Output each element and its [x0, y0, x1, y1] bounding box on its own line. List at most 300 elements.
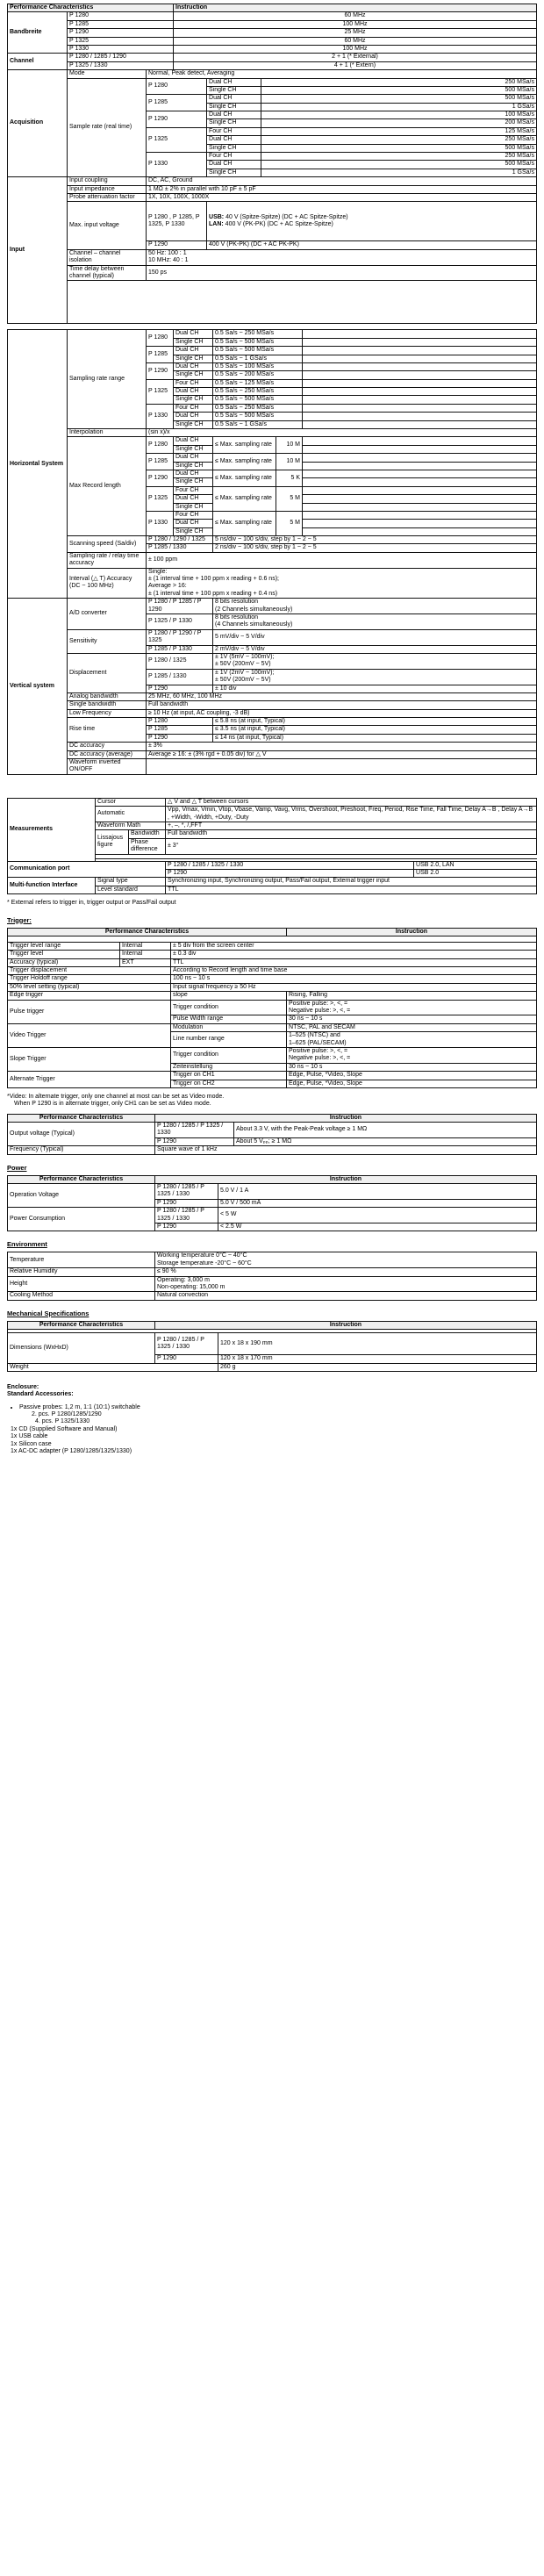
label: DC accuracy: [68, 743, 147, 750]
video-note-line: *Video: In alternate trigger, only one channel at most can be set as Video mode.: [7, 1093, 225, 1100]
value: 25 MHz, 60 MHz, 100 MHz: [147, 692, 537, 700]
interval-line: ± (1 interval time + 100 ppm x reading + 0.4 ns): [148, 590, 278, 597]
channel-mode: Dual CH: [174, 470, 213, 477]
value: [287, 1032, 537, 1048]
trigger-table: [7, 928, 537, 1088]
disp-line: ± 50V (200mV ~ 5V): [215, 677, 271, 684]
external-note: * External refers to trigger in, trigger output or Pass/Fail output: [7, 900, 176, 907]
channel-mode: Dual CH: [207, 161, 261, 169]
model: P 1280 / 1285 / P 1325 / 1330: [155, 1333, 218, 1355]
value: Edge, Pulse, *Video, Slope: [287, 1072, 537, 1080]
label: Sample rate (real time): [68, 78, 147, 177]
label: Max Record length: [68, 437, 147, 536]
list-item: [19, 1404, 537, 1426]
spec-page: [7, 0, 537, 1455]
channel-mode: Dual CH: [174, 362, 213, 370]
row-label-acquisition: Acquisition: [8, 70, 68, 177]
enclosure-title: Enclosure:: [7, 1383, 39, 1390]
row-label-horizontal: Horizontal System: [8, 330, 68, 599]
list-item: 1x USB cable: [11, 1433, 48, 1440]
value: 0.5 Sa/s ~ 200 MSa/s: [213, 371, 303, 379]
label: A/D converter: [68, 599, 147, 630]
blank: [303, 462, 537, 470]
mechanical-table: [7, 1321, 537, 1372]
value: ≤ Max. sampling rate: [213, 454, 276, 470]
condition: Zeiteinstellung: [171, 1063, 287, 1071]
model: P 1290: [147, 111, 207, 128]
condition: Trigger condition: [171, 1047, 287, 1063]
value: ≤ Max. sampling rate: [213, 486, 276, 511]
value: ± 100 ppm: [147, 552, 537, 568]
label: Phase difference: [129, 838, 166, 854]
model: P 1285 / 1330: [147, 669, 213, 685]
value: ≤ 3.5 ns (at input, Typical): [213, 726, 537, 734]
value: 5.0 V / 1 A: [218, 1184, 537, 1200]
row-label-vertical: Vertical system: [8, 599, 68, 775]
channel-mode: Dual CH: [174, 520, 213, 527]
label: Input coupling: [68, 177, 147, 185]
label: Edge trigger: [8, 992, 171, 1000]
header-instruction: Instruction: [155, 1175, 537, 1183]
label: Displacement: [68, 653, 147, 692]
value: TTL: [171, 958, 537, 966]
value: 260 g: [218, 1363, 537, 1371]
label: Trigger level range: [8, 942, 120, 950]
disp-line: ± 10 div: [215, 685, 237, 692]
value: ± 5 div from the screen center: [171, 942, 537, 950]
label: Lissajous figure: [96, 830, 129, 854]
label: Level standard: [96, 886, 166, 893]
label: Single bandwidth: [68, 701, 147, 709]
blank: [303, 478, 537, 486]
list-item-text: 2. pcs. P 1280/1285/1290: [32, 1411, 102, 1418]
video-note: [7, 1094, 537, 1109]
value: Vpp, Vmax, Vmin, Vtop, Vbase, Vamp, Vavg, Vrms, Overshoot, Preshoot, Freq, Period, Rise Time, Fall Time, Delay A→B , Delay A→B , +Width, -Width, +Duty, -Duty: [166, 807, 537, 822]
model: P 1325: [68, 37, 174, 45]
model: P 1290: [155, 1137, 234, 1145]
model: P 1280 / 1285 / P 1325 / 1330: [155, 1123, 234, 1138]
label: Pulse trigger: [8, 1000, 171, 1023]
model: P 1285: [68, 20, 174, 28]
value: 5.0 V / 500 mA: [218, 1199, 537, 1207]
value: [213, 669, 537, 685]
horizontal-vertical-table: [7, 329, 537, 774]
model: P 1280 / 1285 / P 1325 / 1330: [155, 1184, 218, 1200]
label: Signal type: [96, 878, 166, 886]
value: 100 MHz: [174, 20, 537, 28]
value: △ V and △ T between cursors: [166, 798, 537, 806]
label: Sensitivity: [68, 629, 147, 653]
channel-mode: Single CH: [174, 478, 213, 486]
environment-table: [7, 1252, 537, 1300]
value: 100 MHz: [174, 45, 537, 53]
value: Natural convection: [155, 1292, 537, 1300]
blank: [303, 454, 537, 462]
model: P 1290: [155, 1199, 218, 1207]
blank: [303, 413, 537, 420]
label: Trigger Holdoff range: [8, 975, 171, 983]
value-line: 30 ns ~ 10 s: [289, 1063, 323, 1070]
value: Average ≥ 16: ± (3% rgd + 0.05 div) for △ V: [147, 750, 537, 758]
channel-mode: Single CH: [174, 338, 213, 346]
value: 5 mV/div ~ 5 V/div: [213, 629, 537, 645]
value: Full bandwidth: [166, 830, 537, 838]
label: Trigger level: [8, 951, 120, 958]
value: < 2.5 W: [218, 1223, 537, 1231]
value: ± 3°: [166, 838, 537, 854]
blank: [303, 486, 537, 494]
accessories-list: [7, 1404, 537, 1426]
row-label-communication: Communication port: [8, 861, 166, 878]
value: TTL: [166, 886, 537, 893]
blank: [303, 379, 537, 387]
label: Bandwidth: [129, 830, 166, 838]
model: P 1330: [147, 404, 174, 428]
label: Probe attenuation factor: [68, 193, 147, 201]
value: 0.5 Sa/s ~ 500 MSa/s: [213, 396, 303, 404]
blank: [303, 396, 537, 404]
header-performance: Performance Characteristics: [8, 928, 287, 936]
model: P 1290: [68, 29, 174, 37]
channel-mode: Four CH: [207, 153, 261, 161]
model: P 1280 / 1285 / P 1325 / 1330: [155, 1208, 218, 1223]
blank: [303, 362, 537, 370]
label: Power Consumption: [8, 1208, 155, 1231]
model: P 1285: [147, 95, 207, 111]
label: Slope Trigger: [8, 1047, 171, 1071]
disp-line: ± 1V (5mV ~ 100mV);: [215, 653, 275, 660]
row-label-channel: Channel: [8, 54, 68, 70]
value-line: Positive pulse: >, <, =: [289, 1000, 348, 1007]
model: P 1330: [68, 45, 174, 53]
blank: [303, 388, 537, 396]
model: P 1280 , P 1285, P 1325, P 1330: [147, 202, 207, 241]
value: 1 GSa/s: [261, 169, 537, 176]
blank: [303, 470, 537, 477]
list-item: 1x Silicon case: [11, 1440, 52, 1447]
label: Frequency (Typical): [8, 1146, 155, 1154]
channel-mode: Four CH: [174, 379, 213, 387]
value: ≤ Max. sampling rate: [213, 437, 276, 454]
label: Accuracy (typical): [8, 958, 120, 966]
value: 4 + 1 (* Extern): [174, 61, 537, 69]
label: Weight: [8, 1363, 218, 1371]
value: 100 MSa/s: [261, 111, 537, 119]
value: [287, 1023, 537, 1031]
blank: [303, 445, 537, 453]
disp-line: ± 50V (200mV ~ 5V): [215, 661, 271, 668]
value: Normal, Peak detect, Averaging: [147, 70, 537, 78]
label: Alternate Trigger: [8, 1072, 171, 1088]
value: 500 MSa/s: [261, 95, 537, 103]
model: P 1285 / P 1330: [147, 645, 213, 653]
label: Automatic: [96, 807, 166, 822]
channel-mode: Dual CH: [207, 111, 261, 119]
length: 5 M: [276, 486, 303, 511]
source: EXT: [120, 958, 171, 966]
model: P 1280 / 1290 / 1325: [147, 536, 213, 544]
length: 5 M: [276, 511, 303, 535]
channel-mode: Dual CH: [207, 136, 261, 144]
model: P 1290: [147, 470, 174, 486]
channel-mode: Four CH: [207, 127, 261, 135]
value: ± 3%: [147, 743, 537, 750]
value: 250 MSa/s: [261, 136, 537, 144]
model: P 1325: [147, 486, 174, 511]
channel-mode: Single CH: [207, 144, 261, 152]
value: 250 MSa/s: [261, 153, 537, 161]
value: < 5 W: [218, 1208, 537, 1223]
condition: Trigger on CH1: [171, 1072, 287, 1080]
channel-mode: Single CH: [174, 527, 213, 535]
value: ≤ 5.8 ns (at input, Typical): [213, 718, 537, 726]
channel-mode: Dual CH: [174, 330, 213, 338]
value: [287, 1063, 537, 1071]
blank: [303, 338, 537, 346]
value: [213, 685, 537, 692]
value: 25 MHz: [174, 29, 537, 37]
value: [287, 1047, 537, 1063]
interval-line: ± (1 interval time + 100 ppm x reading + 0.6 ns);: [148, 576, 279, 583]
value: 2 + 1 (* External): [174, 54, 537, 61]
channel-mode: Single CH: [207, 86, 261, 94]
row-label-multifunction: Multi-function Interface: [8, 878, 96, 894]
value: 0.5 Sa/s ~ 250 MSa/s: [213, 330, 303, 338]
header-performance: Performance Characteristics: [8, 1175, 155, 1183]
iso-10mhz: 10 MHz: 40 : 1: [148, 257, 189, 264]
value-line: Negative pulse: >, <, =: [289, 1008, 351, 1015]
label: Input impedance: [68, 185, 147, 193]
value: USB 2.0: [414, 869, 537, 877]
value: DC, AC, Ground: [147, 177, 537, 185]
value: 0.5 Sa/s ~ 1 GSa/s: [213, 420, 303, 428]
condition: Pulse Width range: [171, 1015, 287, 1023]
header-instruction: Instruction: [155, 1321, 537, 1329]
row-label-measurements: Measurements: [8, 798, 96, 861]
label: Cooling Method: [8, 1292, 155, 1300]
model: P 1290: [147, 734, 213, 742]
model: P 1290: [166, 869, 414, 877]
channel-mode: Single CH: [207, 119, 261, 127]
model: P 1280: [147, 78, 207, 95]
value-line: Working temperature 0°C ~ 40°C: [157, 1252, 247, 1259]
value: 2 ns/div ~ 100 s/div, step by 1 ~ 2 ~ 5: [213, 544, 537, 552]
blank: [303, 330, 537, 338]
channel-mode: Single CH: [174, 420, 213, 428]
value: About 3.3 V, with the Peak-Peak voltage ≥ 1 MΩ: [234, 1123, 537, 1138]
label: Dimensions (WxHxD): [8, 1333, 155, 1363]
blank: [303, 503, 537, 511]
value-line: 30 ns ~ 10 s: [289, 1015, 323, 1023]
measurements-table: [7, 798, 537, 894]
label: Waveform Math: [96, 822, 166, 829]
value: 1 GSa/s: [261, 103, 537, 111]
label: slope: [171, 992, 287, 1000]
list-item: 1x AC-DC adapter (P 1280/1285/1325/1330): [11, 1448, 132, 1455]
label: Analog bandwidth: [68, 692, 147, 700]
label: Sampling rate range: [68, 330, 147, 429]
channel-mode: Single CH: [174, 355, 213, 362]
usb-value: 40 V (Spitze-Spitze) (DC + AC Spitze-Spitze): [224, 213, 348, 220]
blank: [303, 404, 537, 412]
blank: [303, 495, 537, 503]
model: P 1280 / 1325: [147, 653, 213, 669]
model: P 1285: [147, 347, 174, 363]
channel-mode: Dual CH: [174, 454, 213, 462]
label: Video Trigger: [8, 1023, 171, 1047]
value: [287, 1000, 537, 1015]
label: Time delay between channel (typical): [68, 265, 147, 281]
value: 0.5 Sa/s ~ 500 MSa/s: [213, 347, 303, 355]
value: ≤ 14 ns (at input, Typical): [213, 734, 537, 742]
accessories-title: Standard Accessories:: [7, 1391, 74, 1398]
value: Rising, Falling: [287, 992, 537, 1000]
channel-mode: Single CH: [207, 169, 261, 176]
value: 500 MSa/s: [261, 86, 537, 94]
value: [287, 1015, 537, 1023]
header-performance: Performance Characteristics: [8, 4, 174, 12]
value: According to Record length and time base: [171, 967, 537, 975]
channel-mode: Single CH: [174, 445, 213, 453]
section-title-trigger: Trigger:: [7, 915, 32, 924]
label: Sampling rate / relay time accuracy: [68, 552, 147, 568]
model: P 1290: [147, 241, 207, 249]
blank: [303, 355, 537, 362]
model: P 1280 / 1285 / 1325 / 1330: [166, 861, 414, 869]
value: 120 x 18 x 190 mm: [218, 1333, 537, 1355]
value: 1 MΩ ± 2% in parallel with 10 pF ± 5 pF: [147, 185, 537, 193]
value: 150 ps: [147, 265, 537, 281]
value: 5 ns/div ~ 100 s/div, step by 1 ~ 2 ~ 5: [213, 536, 537, 544]
iso-50hz: 50 Hz: 100 : 1: [148, 249, 187, 256]
row-label-input: Input: [8, 177, 68, 324]
value: ± 0.3 div: [171, 951, 537, 958]
adc-res: 8 bits resolution: [215, 614, 259, 621]
value: Square wave of 1 kHz: [155, 1146, 537, 1154]
value: 0.5 Sa/s ~ 250 MSa/s: [213, 388, 303, 396]
channel-mode: Single CH: [174, 371, 213, 379]
value-line: 1–525 (NTSC) and: [289, 1032, 340, 1039]
value: Full bandwidth: [147, 701, 537, 709]
section-title-mechanical: Mechanical Specifications: [7, 1309, 89, 1317]
value: ≥ 10 Hz (at input, AC coupling, -3 dB): [147, 709, 537, 717]
value: [213, 653, 537, 669]
model: P 1280: [147, 330, 174, 347]
condition: Trigger on CH2: [171, 1080, 287, 1087]
value: 0.5 Sa/s ~ 250 MSa/s: [213, 404, 303, 412]
value: 250 MSa/s: [261, 78, 537, 86]
value: Edge, Pulse, *Video, Slope: [287, 1080, 537, 1087]
model: P 1330: [147, 511, 174, 535]
value: 0.5 Sa/s ~ 1 GSa/s: [213, 355, 303, 362]
model: P 1285 / 1330: [147, 544, 213, 552]
value: [213, 614, 537, 630]
model: P 1280: [68, 12, 174, 20]
value-line: Storage temperature -20°C ~ 60°C: [157, 1259, 252, 1266]
value: [207, 202, 537, 241]
label: Temperature: [8, 1252, 155, 1268]
model: P 1290: [147, 362, 174, 379]
blank: [303, 347, 537, 355]
label: Trigger displacement: [8, 967, 171, 975]
value: 100 ns ~ 10 s: [171, 975, 537, 983]
channel-mode: Single CH: [174, 462, 213, 470]
header-performance: Performance Characteristics: [8, 1321, 155, 1329]
blank: [303, 371, 537, 379]
label: Output voltage (Typical): [8, 1123, 155, 1146]
channel-mode: Dual CH: [174, 413, 213, 420]
model: P 1290: [155, 1355, 218, 1363]
model: P 1325: [147, 379, 174, 404]
model: P 1330: [147, 153, 207, 177]
value: (sin x)/x: [147, 429, 537, 437]
value: 500 MSa/s: [261, 161, 537, 169]
source: Internal: [120, 951, 171, 958]
channel-mode: Dual CH: [174, 495, 213, 503]
value: 0.5 Sa/s ~ 125 MSa/s: [213, 379, 303, 387]
value: [155, 1276, 537, 1292]
model: P 1290: [147, 685, 213, 692]
header-instruction: Instruction: [155, 1114, 537, 1122]
header-instruction: Instruction: [287, 928, 537, 936]
model: P 1325 / 1330: [68, 61, 174, 69]
model: P 1280: [147, 437, 174, 454]
performance-table: [7, 4, 537, 324]
value: [147, 568, 537, 599]
blank: [303, 527, 537, 535]
section-title-power: Power: [7, 1163, 27, 1172]
blank: [303, 520, 537, 527]
list-item-text: 4. pcs. P 1325/1330: [35, 1418, 90, 1425]
adc-ch: (4 Channels simultaneously): [215, 621, 293, 628]
label: DC accuracy (average): [68, 750, 147, 758]
label: Mode: [68, 70, 147, 78]
label: Height: [8, 1276, 155, 1292]
channel-mode: Single CH: [174, 503, 213, 511]
value: 1X, 10X, 100X, 1000X: [147, 193, 537, 201]
label: Channel – channel isolation: [68, 249, 147, 265]
value: ≤ Max. sampling rate: [213, 470, 276, 486]
blank: [303, 420, 537, 428]
interval-line: Average > 16:: [148, 583, 187, 590]
value-line: Positive pulse: >, <, =: [289, 1047, 348, 1054]
power-table: [7, 1175, 537, 1232]
label: Operation Voltage: [8, 1184, 155, 1208]
output-table: [7, 1114, 537, 1155]
value: About 5 Vₚₚ; ≥ 1 MΩ: [234, 1137, 537, 1145]
value: [213, 599, 537, 614]
value: ≤ Max. sampling rate: [213, 511, 276, 535]
header-instruction: Instruction: [174, 4, 537, 12]
model: P 1280 / P 1290 / P 1325: [147, 629, 213, 645]
adc-res: 8 bits resolution: [215, 599, 259, 606]
blank: [303, 437, 537, 445]
model: P 1280 / P 1285 / P 1290: [147, 599, 213, 614]
value: [155, 1252, 537, 1268]
condition: Modulation: [171, 1023, 287, 1031]
channel-mode: Dual CH: [174, 388, 213, 396]
value: 0.5 Sa/s ~ 500 MSa/s: [213, 413, 303, 420]
list-item: 1x CD (Supplied Software and Manual): [11, 1425, 118, 1432]
model: P 1285: [147, 726, 213, 734]
usb-label: USB:: [209, 213, 225, 220]
value: +, –, *, /,FFT: [166, 822, 537, 829]
value: ≤ 90 %: [155, 1268, 537, 1276]
value-line: Non-operating: 15,000 m: [157, 1283, 225, 1290]
model: P 1280: [147, 718, 213, 726]
channel-mode: Four CH: [174, 511, 213, 519]
value: 125 MSa/s: [261, 127, 537, 135]
